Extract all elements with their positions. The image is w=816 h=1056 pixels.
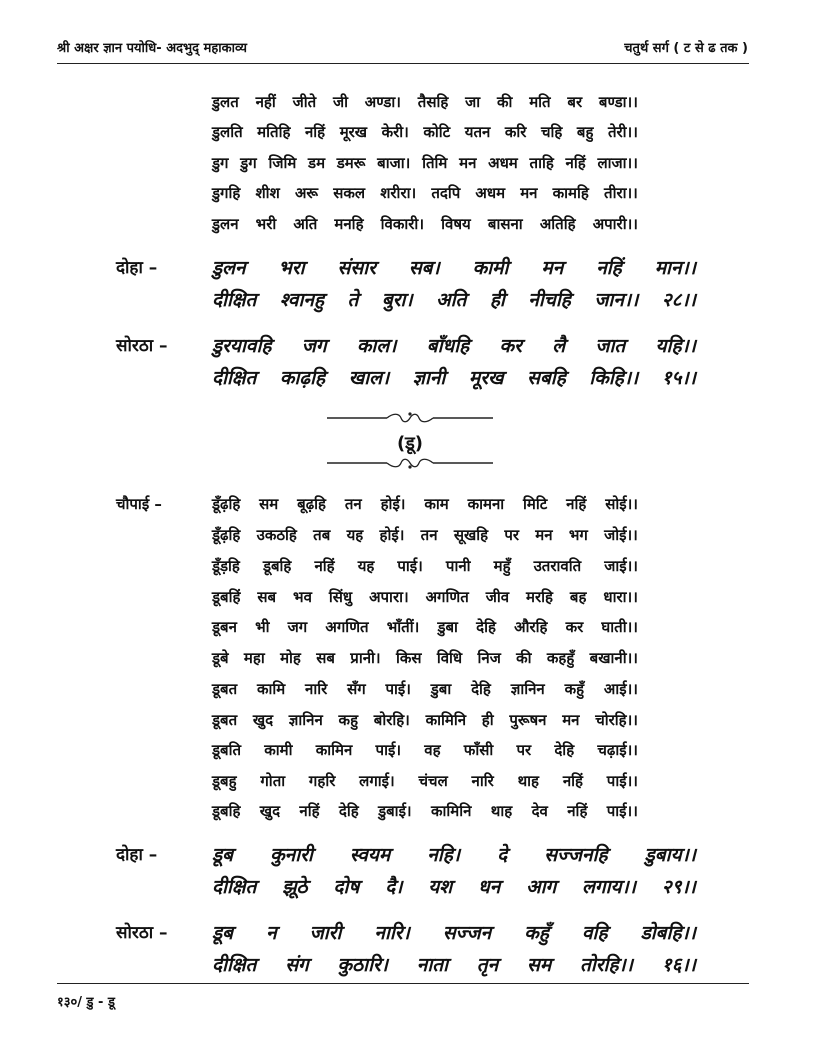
verse-word: औरहि [514,618,548,636]
verse-word: थाह [517,772,540,790]
verse-word: की [496,93,513,111]
verse-word: डूबे [212,649,229,667]
section-title: (डू) [396,433,424,454]
verse-word: कर [565,618,584,636]
verse-word: मोह [280,649,301,667]
verse-word: होई। [380,495,406,513]
verse-word: कहु [338,711,359,729]
verse-word: काढ़हि [279,367,326,389]
verse-word: बहु [576,123,594,141]
verse-word: गोता [260,772,286,790]
verse-word: जिमि [268,154,297,172]
verse-word: ताहि [529,154,554,172]
verse-word: देहि [476,618,496,636]
running-header-title: श्री अक्षर ज्ञान पयोधि- अदभुद् महाकाव्य [57,41,247,56]
verse-word: जान।। [594,289,639,311]
verse-word: सम [259,495,279,513]
verse-word: महा [243,649,265,667]
verse-word: डूँड़हि [212,557,240,575]
verse-word: सब [257,588,277,606]
verse-word: तन [420,526,438,544]
verse-line [212,556,638,576]
verse-word: सँग [347,680,366,698]
sortha-label: सोरठा – [116,923,168,943]
verse-word: कामहि [552,184,589,202]
verse-word: कामिनि [425,711,467,729]
verse-line [212,648,638,668]
verse-word: मतिहि [257,123,291,141]
verse-word: सकल [333,184,366,202]
verse-word: डुबाय।। [644,844,696,866]
verse-word: उकठहि [256,526,297,544]
verse-word: नीचहि [528,289,571,311]
verse-word: चंचल [418,772,448,790]
verse-word: डूबति [212,741,242,759]
verse-word: तीरा।। [604,184,638,202]
verse-word: डुग [240,154,257,172]
verse-word: कामिन [315,741,353,759]
verse-line [212,183,638,203]
verse-word: पाई।। [606,802,638,820]
verse-word: पाई। [375,741,402,759]
verse-word: नहिं [299,802,320,820]
verse-word: अरू [294,184,319,202]
verse-word: डुबा [430,680,452,698]
verse-word: जग [301,335,327,357]
verse-word: लगाय।। [581,876,636,898]
verse-word: मूरख [468,367,504,389]
verse-word: पाई। [385,680,411,698]
verse-word: करि [504,123,527,141]
verse-word: ज्ञानी [412,367,446,389]
verse-word: अधम [475,184,506,202]
verse-line [212,801,638,821]
chaupai-label: चौपाई – [116,495,162,513]
verse-word: अपारी।। [592,215,638,233]
verse-word: वह [424,741,441,759]
verse-word: यहि।। [655,335,696,357]
verse-word: पाई। [397,557,423,575]
verse-word: कुनारी [270,844,313,866]
verse-word: तृन [476,954,499,976]
verse-line [212,525,638,545]
verse-line [212,710,638,730]
verse-word: गहरि [308,772,336,790]
verse-word: कुठारि। [337,954,388,976]
verse-word: दीक्षित [212,289,257,311]
verse-word: सब। [408,257,440,279]
verse-word: दोष [333,876,360,898]
verse-line [212,740,638,760]
verse-word: आग [526,876,557,898]
verse-word: तब [313,526,331,544]
verse-word: डूबत [212,711,238,729]
verse-word: नारि। [374,922,410,944]
verse-word: मति [529,93,551,111]
verse-word: जीव [485,588,510,606]
verse-word: कामि [256,680,286,698]
verse-word: नहिं [566,495,587,513]
verse-word: नहिं [304,123,326,141]
verse-word: बुरा। [381,289,413,311]
verse-word: नहीं [255,93,276,111]
sortha-line [212,951,696,977]
verse-word: श्वानहु [279,289,325,311]
verse-word: सब [316,649,335,667]
verse-word: खाल। [348,367,390,389]
verse-word: यश [428,876,453,898]
verse-word: विकारी। [380,215,425,233]
verse-word: कहहुँ [546,649,575,667]
verse-word: यतन [464,123,491,141]
verse-word: आई।। [603,680,638,698]
verse-word: देहि [338,802,359,820]
verse-word: बह [569,588,587,606]
verse-word: भरा [278,257,305,279]
verse-word: २८।। [661,289,696,311]
verse-word: किस [395,649,422,667]
verse-word: बूढ़हि [297,495,327,513]
verse-word: दीक्षित [212,954,257,976]
verse-word: सूखहि [453,526,489,544]
verse-word: नहिं [565,154,586,172]
verse-word: डूँढ़हि [212,526,241,544]
verse-word: की [516,649,532,667]
doha-label: दोहा – [116,258,158,278]
verse-word: डूब [212,844,234,866]
verse-word: सिंधु [328,588,353,606]
verse-word: डूबत [212,680,238,698]
verse-word: यह [346,526,364,544]
verse-word: मन [459,154,477,172]
verse-word: अति [293,215,318,233]
verse-line [212,214,638,234]
verse-word: कामी [264,741,293,759]
verse-line [212,92,638,112]
verse-word: नहिं [562,772,583,790]
verse-word: कामी [472,257,509,279]
verse-word: दीक्षित [212,367,257,389]
verse-word: न [266,922,277,944]
verse-word: बण्डा।। [598,93,638,111]
header-rule [57,63,749,64]
verse-word: देव [531,802,548,820]
sortha-line [212,919,696,945]
verse-word: बोरहि। [373,711,410,729]
verse-word: डूबन [212,618,237,636]
doha-line [212,873,696,899]
verse-word: तदपि [431,184,461,202]
verse-word: पाई।। [606,772,638,790]
verse-word: मन [562,711,580,729]
verse-word: तिमि [422,154,448,172]
doha-line [212,841,696,867]
verse-word: डुगहि [212,184,241,202]
verse-word: वहि [581,922,608,944]
verse-word: डूबहि [212,802,241,820]
verse-word: पानी [445,557,471,575]
doha-label: दोहा – [116,845,158,865]
verse-word: डम [308,154,326,172]
verse-word: अण्डा। [364,93,401,111]
verse-word: कहुँ [524,922,549,944]
verse-word: भरी [255,215,277,233]
verse-word: सम [526,954,552,976]
verse-word: ही [481,711,494,729]
verse-word: ज्ञानिन [288,711,323,729]
verse-word: नाता [416,954,448,976]
verse-word: २९।। [661,876,696,898]
verse-word: काल। [356,335,397,357]
verse-word: कामना [467,495,505,513]
verse-line [212,679,638,699]
verse-word: घाती।। [601,618,638,636]
verse-word: मूरख [339,123,368,141]
verse-word: डोबहि।। [640,922,696,944]
verse-word: फाँसी [463,741,494,759]
doha-line [212,286,696,312]
verse-word: जोई।। [604,526,638,544]
verse-word: थाह [490,802,513,820]
verse-word: यह [357,557,375,575]
verse-word: दीक्षित [212,876,257,898]
verse-word: झूठे [282,876,308,898]
verse-word: डुरयावहि [212,335,272,357]
footer-rule [57,983,749,984]
verse-word: नहिं [596,257,622,279]
verse-word: लै [552,335,566,357]
verse-word: जग [287,618,308,636]
sortha-label: सोरठा – [116,336,168,356]
verse-word: तैसहि [417,93,449,111]
verse-word: डुग [212,154,229,172]
verse-word: चढ़ाई।। [597,741,638,759]
verse-word: अपारा। [369,588,409,606]
verse-word: मनहि [334,215,364,233]
verse-word: भव [293,588,312,606]
sortha-line [212,364,696,390]
verse-word: कहुँ [564,680,585,698]
verse-word: कामिनि [430,802,472,820]
verse-word: देहि [554,741,575,759]
verse-word: १६।। [661,954,696,976]
verse-word: पुरूषन [509,711,547,729]
verse-word: जारी [309,922,342,944]
verse-word: नहिं [567,802,588,820]
verse-word: देहि [471,680,491,698]
verse-word: मन [520,184,538,202]
page-number: १३०/ डु - डू [57,995,115,1010]
verse-word: निज [477,649,501,667]
verse-word: अगणित [325,618,369,636]
verse-word: डुलत [212,93,239,111]
verse-word: अधम [488,154,518,172]
verse-word: स्वयम [349,844,391,866]
verse-line [212,122,638,142]
verse-word: जी [332,93,348,111]
verse-word: डुबा [437,618,458,636]
verse-word: ते [347,289,359,311]
verse-word: मरहि [526,588,553,606]
verse-word: नारि [471,772,494,790]
verse-word: मन [541,257,564,279]
verse-word: शीश [255,184,280,202]
verse-word: लगाई। [359,772,395,790]
verse-word: धन [478,876,501,898]
verse-word: ही [489,289,505,311]
verse-word: पर [516,741,532,759]
verse-line [212,587,638,607]
verse-word: डुलन [212,257,246,279]
verse-line [212,153,638,173]
verse-word: डुलति [212,123,243,141]
verse-word: सज्जन [442,922,492,944]
verse-line [212,494,638,514]
verse-word: डूबहि [262,557,292,575]
verse-word: लाजा।। [597,154,638,172]
verse-word: सज्जनहि [544,844,608,866]
verse-word: नहि। [427,844,461,866]
verse-word: होई। [379,526,405,544]
verse-word: बखानी।। [589,649,638,667]
verse-word: बासना [487,215,523,233]
verse-word: धारा।। [603,588,638,606]
verse-word: खुद [259,802,281,820]
verse-word: कर [499,335,522,357]
verse-word: शरीरा। [380,184,417,202]
verse-word: अगणित [425,588,469,606]
ornament-divider-top [327,411,493,425]
verse-word: नारि [305,680,328,698]
verse-word: संसार [337,257,376,279]
verse-word: डूबहिं [212,588,241,606]
verse-word: डूबहु [212,772,237,790]
verse-word: डूब [212,922,234,944]
verse-line [212,771,638,791]
verse-word: कोटि [423,123,451,141]
verse-word: खुद [252,711,274,729]
verse-word: अतिहि [539,215,576,233]
doha-line [212,254,696,280]
verse-word: विषय [441,215,471,233]
verse-word: भग [568,526,588,544]
verse-word: तोरहि।। [580,954,633,976]
verse-word: भी [255,618,270,636]
verse-word: बाँधहि [426,335,470,357]
verse-word: बाजा। [377,154,411,172]
verse-word: तन [344,495,362,513]
verse-word: चहि [540,123,563,141]
verse-word: नहिं [314,557,335,575]
verse-word: दे [497,844,508,866]
verse-word: १५।। [661,367,696,389]
verse-word: ज्ञानिन [510,680,545,698]
verse-word: महुँ [493,557,511,575]
verse-word: मान।। [654,257,696,279]
verse-word: मिटि [523,495,548,513]
verse-word: जीते [292,93,317,111]
verse-word: तेरी।। [607,123,638,141]
verse-word: संग [285,954,309,976]
verse-word: सोई।। [605,495,638,513]
verse-word: सबहि [527,367,566,389]
verse-word: डूँढ़हि [212,495,241,513]
verse-word: डमरू [336,154,366,172]
verse-word: अति [436,289,467,311]
verse-word: बर [567,93,583,111]
verse-line [212,617,638,637]
verse-word: केरी। [381,123,409,141]
verse-word: मन [535,526,553,544]
verse-word: चोरहि।। [595,711,638,729]
sortha-line [212,332,696,358]
verse-word: विधि [436,649,463,667]
verse-word: किहि।। [589,367,639,389]
verse-word: उतरावति [533,557,582,575]
ornament-divider-bottom [327,456,493,470]
verse-word: दै। [385,876,403,898]
verse-word: डुलन [212,215,239,233]
verse-word: काम [424,495,449,513]
verse-word: जात [595,335,626,357]
verse-word: जा [465,93,481,111]
verse-word: जाई।। [604,557,638,575]
verse-word: भाँतीं। [386,618,420,636]
running-header-chapter: चतुर्थ सर्ग ( ट से ढ तक ) [624,41,748,56]
verse-word: प्रानी। [350,649,381,667]
verse-word: डुबाई। [378,802,412,820]
verse-word: पर [504,526,520,544]
